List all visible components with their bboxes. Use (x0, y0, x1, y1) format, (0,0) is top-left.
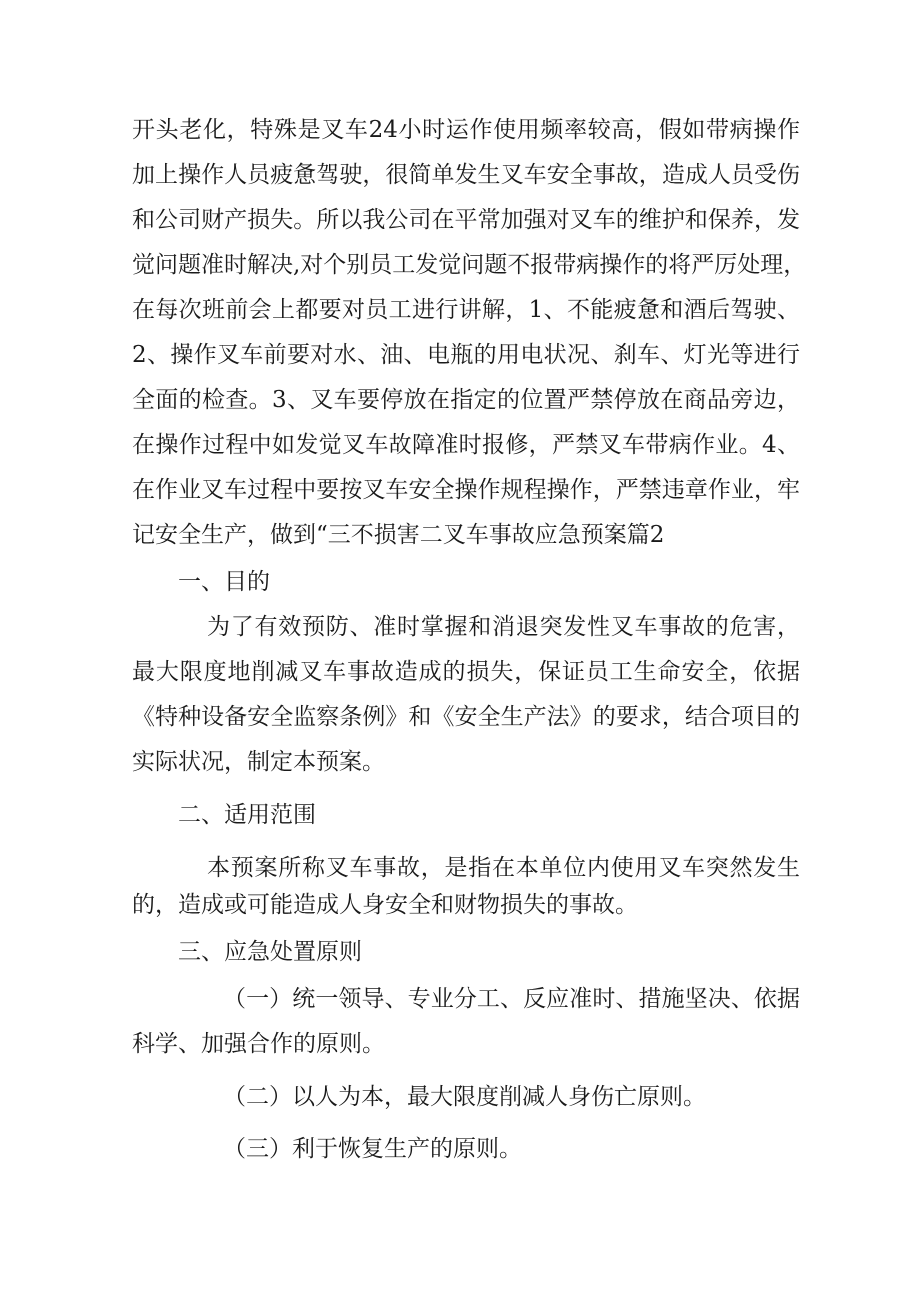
section-heading-purpose: 一、目的 (178, 569, 270, 595)
principle-line: 科学、加强合作的原则。 (132, 1031, 385, 1057)
section-heading-principles: 三、应急处置原则 (178, 939, 362, 965)
body-line: 和公司财产损失。所以我公司在平常加强对叉车的维护和保养，发 (132, 207, 800, 233)
body-line: 全面的检查。3、叉车要停放在指定的位置严禁停放在商品旁边， (132, 387, 800, 413)
body-line: 开头老化，特殊是叉车24小时运作使用频率较高，假如带病操作 (132, 117, 800, 143)
body-line: 加上操作人员疲惫驾驶，很简单发生叉车安全事故，造成人员受伤 (132, 162, 800, 188)
body-line: 在每次班前会上都要对员工进行讲解，1、不能疲惫和酒后驾驶、 (132, 297, 800, 323)
body-line: 觉问题准时解决,对个别员工发觉问题不报带病操作的将严厉处理， (132, 252, 807, 278)
paragraph-line: 为了有效预防、准时掌握和消退突发性叉车事故的危害， (207, 614, 800, 640)
principle-line: （三）利于恢复生产的原则。 (223, 1136, 522, 1162)
body-line: 在操作过程中如发觉叉车故障准时报修，严禁叉车带病作业。4、 (132, 432, 800, 458)
paragraph-line: 本预案所称叉车事故，是指在本单位内使用叉车突然发生 (207, 855, 800, 881)
principle-line: （二）以人为本，最大限度削减人身伤亡原则。 (223, 1084, 706, 1110)
paragraph-line: 《特种设备安全监察条例》和《安全生产法》的要求，结合项目的 (132, 704, 800, 730)
principle-line: （一）统一领导、专业分工、反应准时、措施坚决、依据 (223, 986, 800, 1012)
paragraph-line: 最大限度地削减叉车事故造成的损失，保证员工生命安全，依据 (132, 659, 800, 685)
body-line: 2、操作叉车前要对水、油、电瓶的用电状况、刹车、灯光等进行 (132, 342, 800, 368)
section-heading-scope: 二、适用范围 (178, 802, 316, 828)
paragraph-line: 的，造成或可能造成人身安全和财物损失的事故。 (132, 892, 638, 918)
body-line: 记安全生产，做到“三不损害二叉车事故应急预案篇2 (132, 522, 665, 548)
body-line: 在作业叉车过程中要按叉车安全操作规程操作，严禁违章作业，牢 (132, 477, 800, 503)
paragraph-line: 实际状况，制定本预案。 (132, 749, 385, 775)
